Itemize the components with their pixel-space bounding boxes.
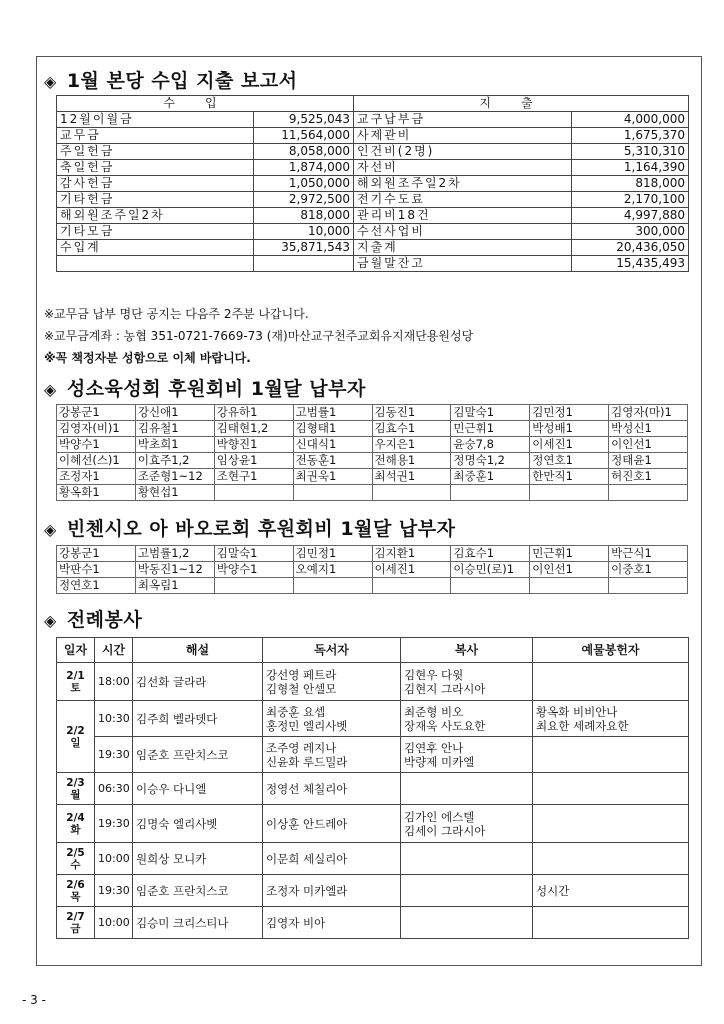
commentator-cell: 김주희 벨라뎃다	[133, 701, 263, 737]
time-cell: 10:00	[95, 907, 133, 939]
donor-cell: 김말숙1	[451, 405, 530, 421]
readers-cell: 김영자 비아	[263, 907, 401, 939]
donor-row	[57, 453, 688, 469]
readers-cell: 정영선 체칠리아	[263, 773, 401, 805]
income-amount	[254, 256, 354, 272]
donor-cell: 정연호1	[57, 578, 136, 594]
offering-cell	[533, 737, 689, 773]
donor-cell: 윤숭7,8	[451, 437, 530, 453]
donor-cell	[372, 485, 451, 501]
offering-cell	[533, 843, 689, 875]
expense-label: 교구납부금	[354, 112, 572, 128]
income-amount: 818,000	[254, 208, 354, 224]
income-amount: 1,050,000	[254, 176, 354, 192]
donor-cell: 신대식1	[293, 437, 372, 453]
commentator-cell: 김선화 글라라	[133, 663, 263, 701]
donor-cell: 김형태1	[293, 421, 372, 437]
income-amount: 1,874,000	[254, 160, 354, 176]
diamond-icon: ◈	[44, 72, 57, 91]
donor-cell	[293, 485, 372, 501]
income-label: 주일헌금	[57, 144, 254, 160]
finance-row	[57, 192, 689, 208]
donor-cell: 정태윤1	[609, 453, 688, 469]
donors1-heading: ◈ 성소육성회 후원회비 1월달 납부자	[44, 378, 366, 400]
offering-cell	[533, 663, 689, 701]
page-number: - 3 -	[22, 993, 46, 1007]
donor-cell	[609, 578, 688, 594]
servers-cell	[401, 907, 533, 939]
donor-cell: 황현섭1	[135, 485, 214, 501]
date-cell: 2/2 일	[57, 701, 95, 773]
donor-cell: 김유철1	[135, 421, 214, 437]
donor-cell: 김민정1	[293, 546, 372, 562]
income-label: 기타모금	[57, 224, 254, 240]
donor-cell: 전동훈1	[293, 453, 372, 469]
donor-cell	[451, 485, 530, 501]
donor-cell: 강유하1	[214, 405, 293, 421]
donor-cell	[609, 485, 688, 501]
diamond-icon: ◈	[44, 611, 57, 630]
donor-cell: 민근휘1	[451, 421, 530, 437]
donors2-heading: ◈ 빈첸시오 아 바오로회 후원회비 1월달 납부자	[44, 518, 456, 540]
date-cell: 2/7 금	[57, 907, 95, 939]
expense-label: 수선사업비	[354, 224, 572, 240]
donor-cell: 민근휘1	[530, 546, 609, 562]
donor-cell: 이세진1	[372, 562, 451, 578]
donor-cell	[530, 578, 609, 594]
donor-cell: 이중호1	[609, 562, 688, 578]
income-label	[57, 256, 254, 272]
finance-heading: ◈ 1월 본당 수입 지출 보고서	[44, 70, 298, 92]
income-label: 12월이월금	[57, 112, 254, 128]
donor-cell: 최권욱1	[293, 469, 372, 485]
income-label: 축일헌금	[57, 160, 254, 176]
donor-cell: 이인선1	[609, 437, 688, 453]
column-header: 일자	[57, 638, 95, 663]
expense-label: 관리비18건	[354, 208, 572, 224]
donor-cell: 임상윤1	[214, 453, 293, 469]
servers-cell: 김가인 에스텔 김세이 그라시아	[401, 805, 533, 843]
donor-cell: 이승민(로)1	[451, 562, 530, 578]
schedule-row	[57, 843, 689, 875]
servers-cell: 최준형 비오 장재욱 사도요한	[401, 701, 533, 737]
note-account: ※교무금계좌 : 농협 351-0721-7669-73 (재)마산교구천주교회유지재단용원성당	[44, 329, 474, 343]
offering-cell: 성시간	[533, 875, 689, 907]
diamond-icon: ◈	[44, 380, 57, 399]
expense-amount: 20,436,050	[572, 240, 689, 256]
income-label: 교무금	[57, 128, 254, 144]
time-cell: 19:30	[95, 875, 133, 907]
readers-cell: 이문희 세실리아	[263, 843, 401, 875]
donor-row	[57, 578, 688, 594]
donor-cell	[372, 578, 451, 594]
note-transfer: ※꼭 책정자분 성함으로 이체 바랍니다.	[44, 351, 251, 365]
schedule-heading: ◈ 전례봉사	[44, 609, 143, 631]
servers-cell	[401, 875, 533, 907]
donor-cell: 우지은1	[372, 437, 451, 453]
donor-cell: 황옥화1	[57, 485, 136, 501]
donor-cell: 조준형1~12	[135, 469, 214, 485]
donor-cell: 박양수1	[57, 437, 136, 453]
schedule-row	[57, 907, 689, 939]
servers-cell	[401, 843, 533, 875]
income-label: 기타헌금	[57, 192, 254, 208]
donor-cell: 조현구1	[214, 469, 293, 485]
expense-label: 금월말잔고	[354, 256, 572, 272]
donor-row	[57, 421, 688, 437]
donor-cell: 조정자1	[57, 469, 136, 485]
column-header: 복사	[401, 638, 533, 663]
donor-row	[57, 469, 688, 485]
commentator-cell: 임준호 프란치스코	[133, 737, 263, 773]
finance-row	[57, 208, 689, 224]
column-header: 시간	[95, 638, 133, 663]
donor-cell: 최석권1	[372, 469, 451, 485]
commentator-cell: 임준호 프란치스코	[133, 875, 263, 907]
time-cell: 19:30	[95, 737, 133, 773]
income-label: 수입계	[57, 240, 254, 256]
donor-cell: 박동진1~12	[135, 562, 214, 578]
schedule-row	[57, 805, 689, 843]
finance-row	[57, 240, 689, 256]
donor-cell	[530, 485, 609, 501]
expense-label: 해외원조주일2차	[354, 176, 572, 192]
donor-cell: 최옥림1	[135, 578, 214, 594]
schedule-row	[57, 737, 689, 773]
income-label: 감사헌금	[57, 176, 254, 192]
donor-cell	[214, 578, 293, 594]
commentator-cell: 원희상 모니카	[133, 843, 263, 875]
donor-cell	[214, 485, 293, 501]
finance-row	[57, 112, 689, 128]
expense-amount: 1,164,390	[572, 160, 689, 176]
income-amount: 11,564,000	[254, 128, 354, 144]
date-cell: 2/6 목	[57, 875, 95, 907]
donor-cell: 정명숙1,2	[451, 453, 530, 469]
readers-cell: 이상훈 안드레아	[263, 805, 401, 843]
finance-row	[57, 144, 689, 160]
readers-cell: 조주영 레지나 신윤화 루드밀라	[263, 737, 401, 773]
donor-cell	[293, 578, 372, 594]
donor-cell: 박근식1	[609, 546, 688, 562]
note-payment-list: ※교무금 납부 명단 공지는 다음주 2주분 나갑니다.	[44, 307, 309, 321]
expense-label: 인건비(2명)	[354, 144, 572, 160]
commentator-cell: 김명숙 엘리사벳	[133, 805, 263, 843]
donor-cell	[451, 578, 530, 594]
expense-label: 지출계	[354, 240, 572, 256]
donor-cell: 고범률1,2	[135, 546, 214, 562]
donor-cell: 한만직1	[530, 469, 609, 485]
expense-amount: 4,997,880	[572, 208, 689, 224]
donor-row	[57, 546, 688, 562]
donor-cell: 박성배1	[530, 421, 609, 437]
finance-table	[56, 95, 689, 272]
expense-amount: 1,675,370	[572, 128, 689, 144]
schedule-row	[57, 875, 689, 907]
donor-cell: 이인선1	[530, 562, 609, 578]
donor-cell: 고범률1	[293, 405, 372, 421]
expense-label: 자선비	[354, 160, 572, 176]
income-amount: 35,871,543	[254, 240, 354, 256]
expense-header: 지출	[354, 96, 689, 112]
date-cell: 2/1 토	[57, 663, 95, 701]
expense-amount: 2,170,100	[572, 192, 689, 208]
donor-cell: 김효수1	[372, 421, 451, 437]
offering-cell	[533, 773, 689, 805]
time-cell: 19:30	[95, 805, 133, 843]
readers-cell: 강선영 페트라 김형철 안셀모	[263, 663, 401, 701]
schedule-row	[57, 663, 689, 701]
servers-cell: 김연후 안나 박량제 미카엘	[401, 737, 533, 773]
donors1-table	[56, 404, 688, 501]
date-cell: 2/4 화	[57, 805, 95, 843]
expense-label: 전기수도료	[354, 192, 572, 208]
time-cell: 10:00	[95, 843, 133, 875]
time-cell: 06:30	[95, 773, 133, 805]
donor-cell: 김영자(비)1	[57, 421, 136, 437]
expense-amount: 15,435,493	[572, 256, 689, 272]
donor-cell: 이세진1	[530, 437, 609, 453]
commentator-cell: 김승미 크리스티나	[133, 907, 263, 939]
donor-cell: 오예지1	[293, 562, 372, 578]
schedule-row	[57, 773, 689, 805]
column-header: 예물봉헌자	[533, 638, 689, 663]
expense-amount: 818,000	[572, 176, 689, 192]
servers-cell	[401, 773, 533, 805]
donor-cell: 김동진1	[372, 405, 451, 421]
donor-cell: 허진호1	[609, 469, 688, 485]
expense-amount: 300,000	[572, 224, 689, 240]
expense-amount: 5,310,310	[572, 144, 689, 160]
donor-row	[57, 485, 688, 501]
donor-cell: 박판수1	[57, 562, 136, 578]
finance-row	[57, 160, 689, 176]
income-amount: 2,972,500	[254, 192, 354, 208]
schedule-row	[57, 701, 689, 737]
schedule-table	[56, 637, 689, 939]
time-cell: 10:30	[95, 701, 133, 737]
donor-cell: 이혜선(스)1	[57, 453, 136, 469]
donor-cell: 이효주1,2	[135, 453, 214, 469]
finance-row	[57, 176, 689, 192]
donors2-table	[56, 545, 688, 594]
donor-cell: 강봉군1	[57, 546, 136, 562]
offering-cell	[533, 805, 689, 843]
income-header: 수입	[57, 96, 354, 112]
donor-cell: 김영자(마)1	[609, 405, 688, 421]
donor-cell: 강신애1	[135, 405, 214, 421]
diamond-icon: ◈	[44, 520, 57, 539]
readers-cell: 최중훈 요셉 홍정민 엘리사벳	[263, 701, 401, 737]
donor-row	[57, 405, 688, 421]
donor-cell: 김지환1	[372, 546, 451, 562]
date-cell: 2/3 월	[57, 773, 95, 805]
donor-cell: 전해용1	[372, 453, 451, 469]
time-cell: 18:00	[95, 663, 133, 701]
expense-label: 사제관비	[354, 128, 572, 144]
donor-cell: 최중훈1	[451, 469, 530, 485]
donor-cell: 김말숙1	[214, 546, 293, 562]
donor-cell: 강봉군1	[57, 405, 136, 421]
donor-cell: 김태현1,2	[214, 421, 293, 437]
donor-cell: 박양수1	[214, 562, 293, 578]
income-amount: 9,525,043	[254, 112, 354, 128]
donor-cell: 김효수1	[451, 546, 530, 562]
commentator-cell: 이승우 다니엘	[133, 773, 263, 805]
servers-cell: 김현우 다윗 김현지 그라시아	[401, 663, 533, 701]
finance-row	[57, 128, 689, 144]
income-amount: 8,058,000	[254, 144, 354, 160]
donor-cell: 김민정1	[530, 405, 609, 421]
donor-cell: 정연호1	[530, 453, 609, 469]
offering-cell	[533, 907, 689, 939]
offering-cell: 황옥화 비비안나 최요한 세례자요한	[533, 701, 689, 737]
income-amount: 10,000	[254, 224, 354, 240]
income-label: 해외원조주일2차	[57, 208, 254, 224]
finance-row	[57, 256, 689, 272]
readers-cell: 조정자 미카엘라	[263, 875, 401, 907]
donor-cell: 박성신1	[609, 421, 688, 437]
donor-cell: 박초희1	[135, 437, 214, 453]
date-cell: 2/5 수	[57, 843, 95, 875]
donor-cell: 박향진1	[214, 437, 293, 453]
finance-row	[57, 224, 689, 240]
expense-amount: 4,000,000	[572, 112, 689, 128]
column-header: 독서자	[263, 638, 401, 663]
donor-row	[57, 562, 688, 578]
donor-row	[57, 437, 688, 453]
column-header: 해설	[133, 638, 263, 663]
